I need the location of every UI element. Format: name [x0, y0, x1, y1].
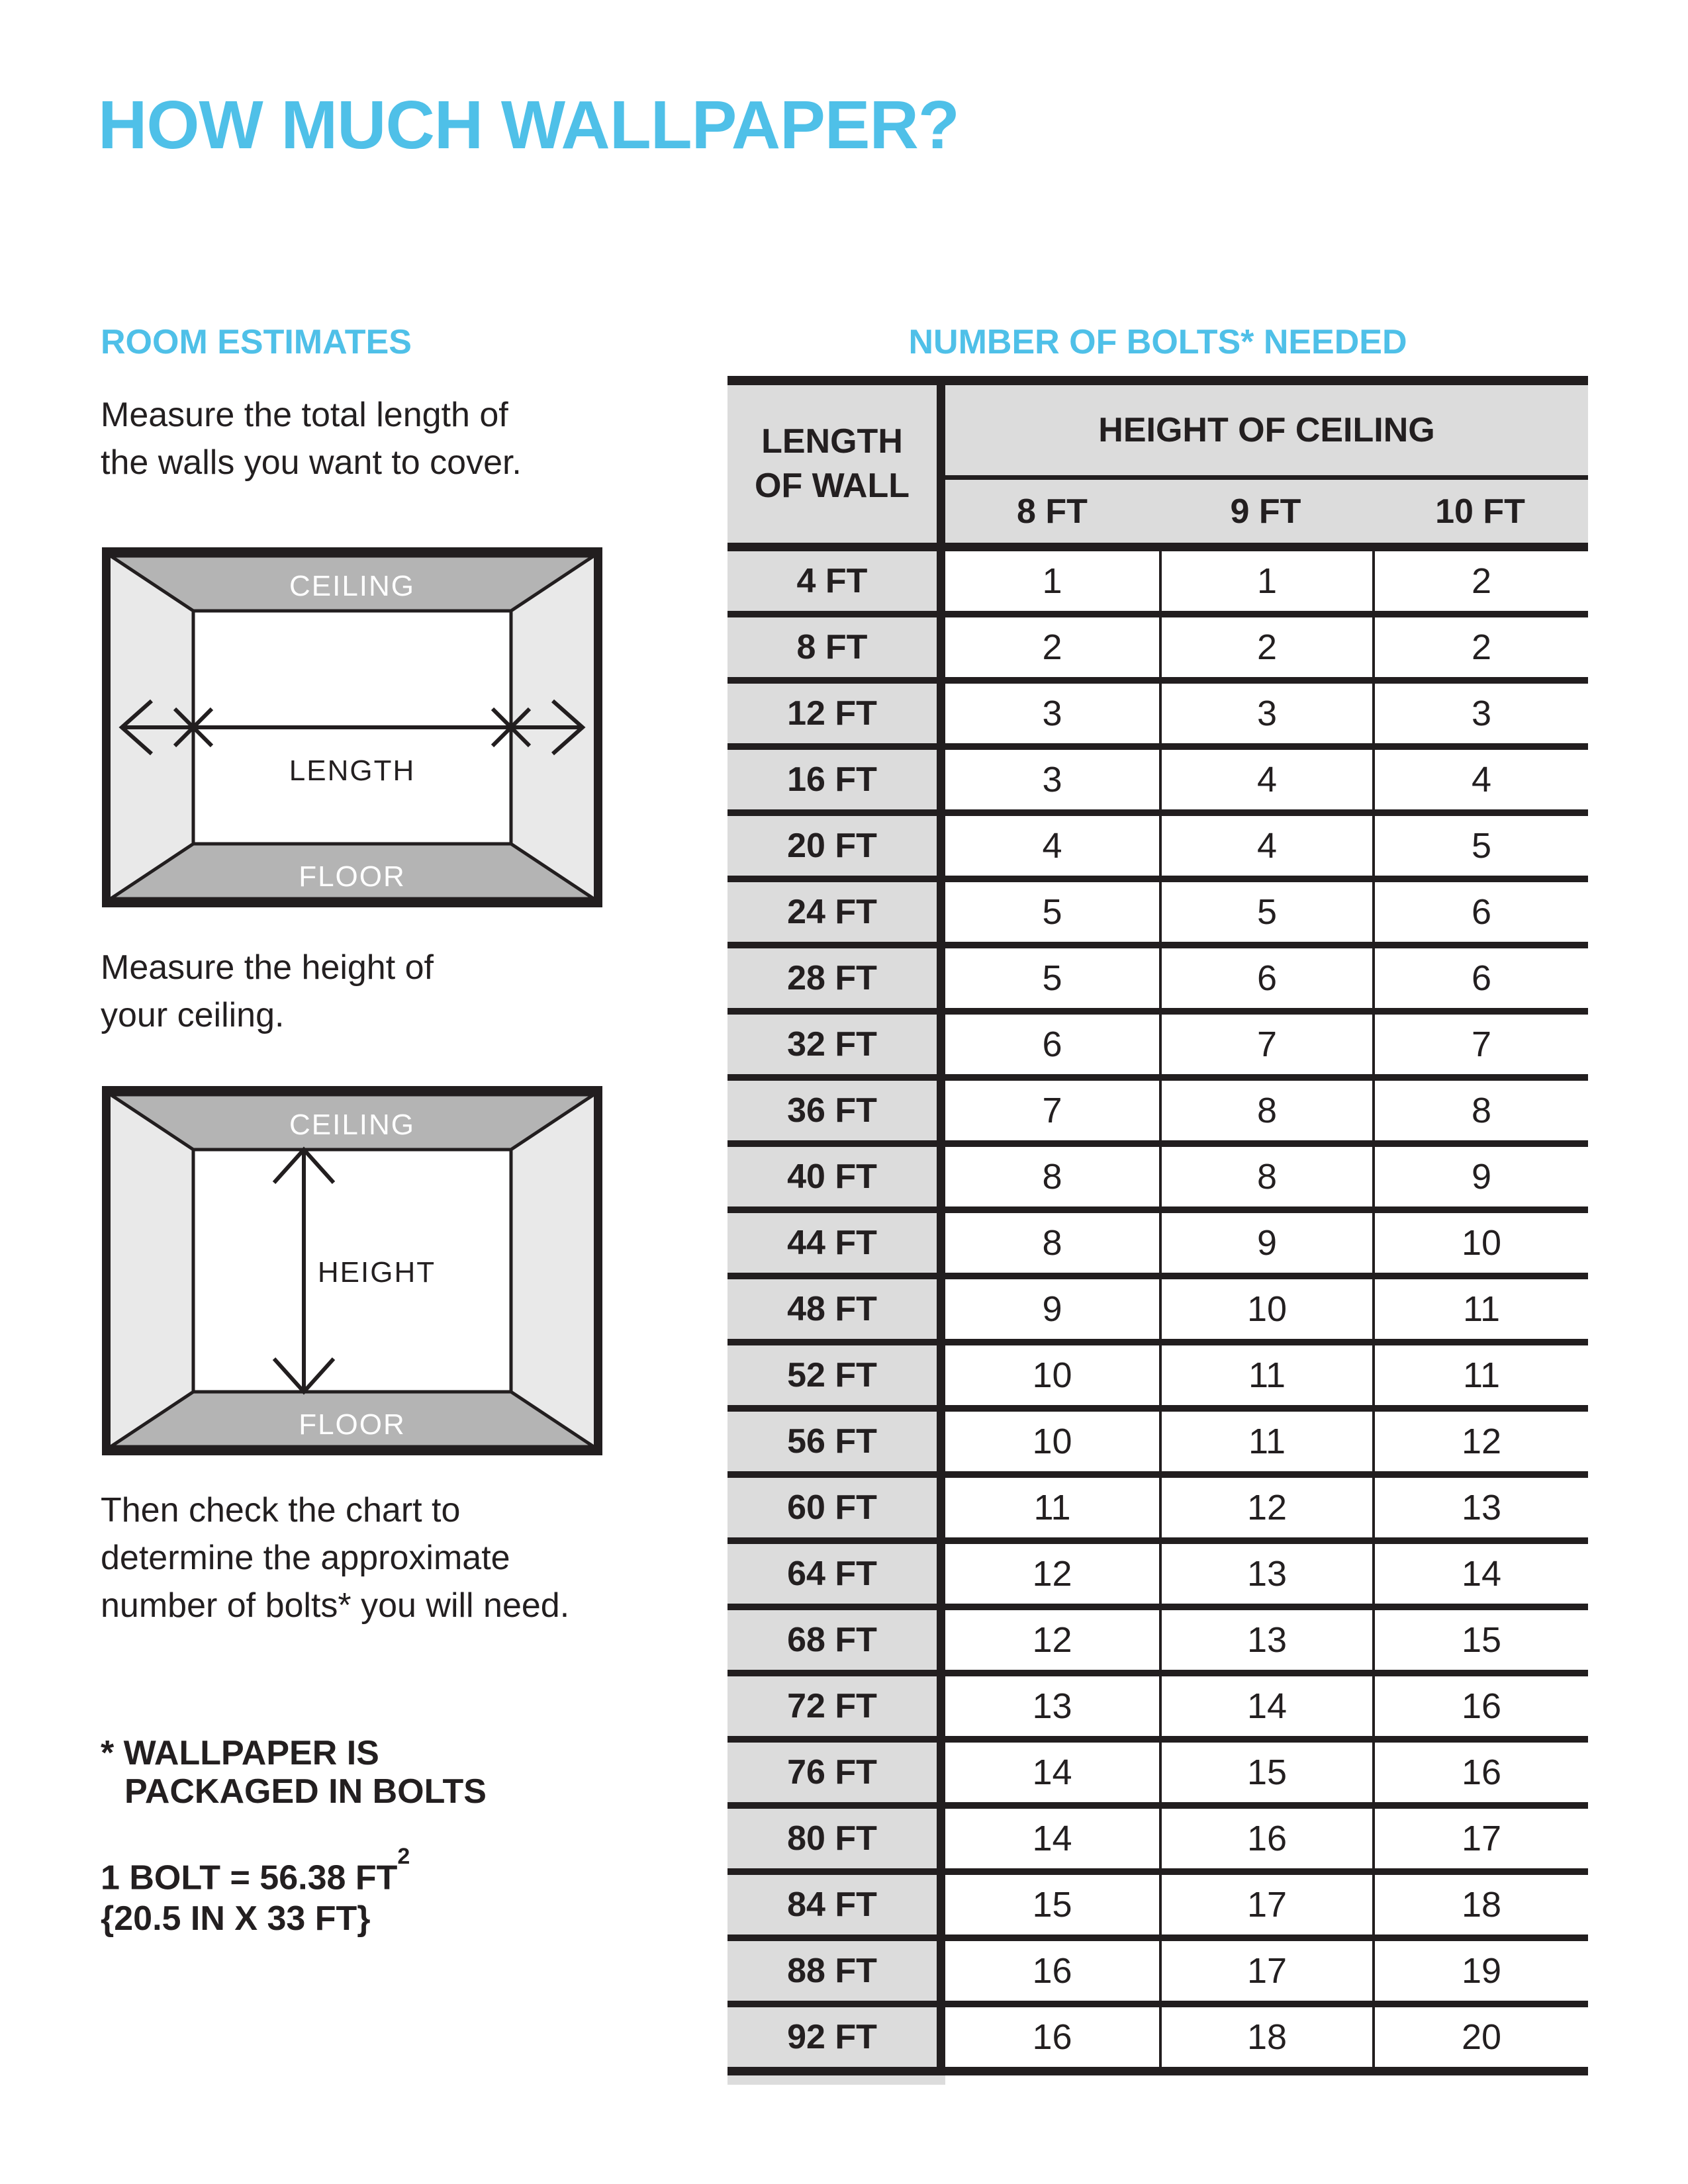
- instruction-line: determine the approximate: [101, 1539, 510, 1577]
- table-row: [727, 948, 1588, 1015]
- table-row: [727, 816, 1588, 882]
- column-divider: [937, 1345, 945, 1405]
- data-cell: 8: [1159, 1147, 1372, 1206]
- row-header-cell: 64 FT: [727, 1544, 937, 1604]
- row-group-header-line: OF WALL: [755, 467, 910, 505]
- data-cell: 16: [1032, 1951, 1072, 1991]
- table-row: [727, 684, 1588, 750]
- data-cell: 6: [1372, 948, 1588, 1008]
- data-cell: 5: [1372, 816, 1588, 876]
- data-cell: 8: [1042, 1157, 1062, 1197]
- bolt-size-info: [101, 1844, 410, 1939]
- data-cell: 4: [1159, 750, 1372, 809]
- column-header-10ft: 10 FT: [1435, 492, 1525, 531]
- row-header-cell: 92 FT: [727, 2007, 937, 2067]
- column-divider: [937, 1941, 945, 2001]
- data-cell: 16: [1372, 1676, 1588, 1736]
- column-divider: [937, 551, 945, 611]
- data-cell: 9: [1042, 1289, 1062, 1329]
- data-cell: 4: [1159, 816, 1372, 876]
- data-cell: 13: [1032, 1686, 1072, 1726]
- bolts-needed-table: [727, 376, 1588, 2085]
- table-row: [727, 1478, 1588, 1544]
- column-divider: [937, 816, 945, 876]
- instruction-line: Measure the height of: [101, 948, 434, 987]
- bolts-footnote: [101, 1734, 487, 1811]
- bolt-size-line: [101, 1844, 410, 1898]
- row-header-cell: 8 FT: [727, 617, 937, 677]
- data-cell: 10: [1032, 1355, 1072, 1395]
- data-cell: 1: [1159, 551, 1372, 611]
- instruction-line: Measure the total length of: [101, 396, 508, 434]
- data-cell: 11: [1372, 1279, 1588, 1339]
- data-cell: 10: [1159, 1279, 1372, 1339]
- row-header-cell: 52 FT: [727, 1345, 937, 1405]
- table-row: [727, 1809, 1588, 1875]
- data-cell: 8: [1159, 1081, 1372, 1140]
- row-header-cell: 60 FT: [727, 1478, 937, 1537]
- instruction-line: your ceiling.: [101, 996, 285, 1034]
- data-cell: 6: [1159, 948, 1372, 1008]
- header-rule: [945, 475, 1588, 480]
- table-header: [727, 385, 1588, 551]
- column-header-8ft: 8 FT: [1017, 492, 1088, 531]
- column-divider: [937, 2007, 945, 2067]
- table-row: [727, 1941, 1588, 2007]
- data-cell: 9: [1159, 1213, 1372, 1273]
- data-cell: 3: [1372, 684, 1588, 743]
- instruction-step2: [101, 944, 434, 1039]
- data-cell: 13: [1159, 1544, 1372, 1604]
- column-divider: [937, 1213, 945, 1273]
- table-row: [727, 1345, 1588, 1412]
- ceiling-label: CEILING: [289, 570, 416, 602]
- room-height-diagram: [102, 1086, 602, 1455]
- data-cell: 4: [1372, 750, 1588, 809]
- column-divider: [937, 1809, 945, 1868]
- data-cell: 16: [1032, 2017, 1072, 2057]
- column-divider: [937, 1743, 945, 1802]
- instruction-step1: [101, 391, 522, 486]
- data-cell: 15: [1372, 1610, 1588, 1670]
- data-cell: 6: [1042, 1024, 1062, 1064]
- instruction-line: number of bolts* you will need.: [101, 1586, 570, 1625]
- table-top-bar: [727, 376, 1588, 385]
- table-row: [727, 1147, 1588, 1213]
- column-divider: [937, 1544, 945, 1604]
- table-body: [727, 551, 1588, 2075]
- data-cell: 12: [1372, 1412, 1588, 1471]
- column-divider: [937, 750, 945, 809]
- data-cell: 8: [1372, 1081, 1588, 1140]
- data-cell: 16: [1372, 1743, 1588, 1802]
- data-cell: 3: [1042, 694, 1062, 733]
- table-row: [727, 1875, 1588, 1941]
- table-row: [727, 1412, 1588, 1478]
- column-divider: [937, 1610, 945, 1670]
- row-header-cell: 80 FT: [727, 1809, 937, 1868]
- data-cell: 12: [1159, 1478, 1372, 1537]
- data-cell: 13: [1159, 1610, 1372, 1670]
- superscript-2: 2: [397, 1844, 410, 1869]
- row-header-cell: 40 FT: [727, 1147, 937, 1206]
- data-cell: 3: [1159, 684, 1372, 743]
- data-cell: 2: [1372, 551, 1588, 611]
- row-header-cell: 56 FT: [727, 1412, 937, 1471]
- column-divider: [937, 1412, 945, 1471]
- data-cell: 12: [1032, 1620, 1072, 1660]
- row-group-header-line: LENGTH: [761, 422, 903, 461]
- data-cell: 3: [1042, 760, 1062, 799]
- data-cell: 5: [1042, 958, 1062, 998]
- row-header-cell: 24 FT: [727, 882, 937, 942]
- row-header-cell: 4 FT: [727, 551, 937, 611]
- data-cell: 16: [1159, 1809, 1372, 1868]
- data-cell: 2: [1042, 627, 1062, 667]
- column-headers: [945, 480, 1588, 543]
- data-cell: 12: [1032, 1554, 1072, 1594]
- data-cell: 2: [1372, 617, 1588, 677]
- data-cell: 15: [1032, 1885, 1072, 1925]
- row-header-cell: 16 FT: [727, 750, 937, 809]
- instruction-line: Then check the chart to: [101, 1491, 461, 1529]
- table-footer-tail: [727, 2075, 945, 2085]
- table-row: [727, 1015, 1588, 1081]
- column-header-9ft: 9 FT: [1230, 492, 1301, 531]
- section-heading-bolts-needed: NUMBER OF BOLTS* NEEDED: [908, 323, 1407, 361]
- column-divider: [937, 617, 945, 677]
- column-divider: [937, 385, 945, 543]
- data-cell: 14: [1032, 1752, 1072, 1792]
- data-cell: 11: [1159, 1412, 1372, 1471]
- data-cell: 4: [1042, 826, 1062, 866]
- data-cell: 18: [1372, 1875, 1588, 1934]
- data-cell: 14: [1372, 1544, 1588, 1604]
- table-row: [727, 617, 1588, 684]
- data-cell: 1: [1042, 561, 1062, 601]
- row-group-header: [727, 385, 937, 543]
- footnote-line: PACKAGED IN BOLTS: [124, 1772, 487, 1811]
- section-heading-room-estimates: ROOM ESTIMATES: [101, 323, 412, 361]
- data-cell: 7: [1372, 1015, 1588, 1074]
- data-cell: 13: [1372, 1478, 1588, 1537]
- data-cell: 14: [1159, 1676, 1372, 1736]
- instruction-line: the walls you want to cover.: [101, 443, 522, 482]
- column-divider: [937, 1875, 945, 1934]
- data-cell: 5: [1159, 882, 1372, 942]
- column-group-label: HEIGHT OF CEILING: [1098, 411, 1435, 449]
- data-cell: 7: [1159, 1015, 1372, 1074]
- data-cell: 20: [1372, 2007, 1588, 2067]
- data-cell: 19: [1372, 1941, 1588, 2001]
- row-header-cell: 68 FT: [727, 1610, 937, 1670]
- table-row: [727, 1676, 1588, 1743]
- data-cell: 14: [1032, 1819, 1072, 1858]
- row-header-cell: 32 FT: [727, 1015, 937, 1074]
- bolt-size-text: 1 BOLT = 56.38 FT: [101, 1858, 398, 1897]
- column-divider: [937, 1147, 945, 1206]
- data-cell: 11: [1159, 1345, 1372, 1405]
- data-cell: 17: [1372, 1809, 1588, 1868]
- column-divider: [937, 1478, 945, 1537]
- data-cell: 2: [1159, 617, 1372, 677]
- instruction-step3: [101, 1486, 569, 1629]
- floor-label: FLOOR: [299, 860, 406, 893]
- data-cell: 15: [1159, 1743, 1372, 1802]
- data-cell: 9: [1372, 1147, 1588, 1206]
- data-cell: 6: [1372, 882, 1588, 942]
- column-divider: [937, 1081, 945, 1140]
- bolt-size-line: {20.5 IN X 33 FT}: [101, 1899, 371, 1938]
- data-cell: 10: [1032, 1422, 1072, 1461]
- table-row: [727, 1213, 1588, 1279]
- row-header-cell: 72 FT: [727, 1676, 937, 1736]
- row-header-cell: 48 FT: [727, 1279, 937, 1339]
- row-header-cell: 28 FT: [727, 948, 937, 1008]
- row-header-cell: 44 FT: [727, 1213, 937, 1273]
- length-label: LENGTH: [289, 754, 416, 787]
- data-cell: 17: [1159, 1875, 1372, 1934]
- column-group-header: [945, 385, 1588, 543]
- footnote-line: * WALLPAPER IS: [101, 1734, 379, 1772]
- row-header-cell: 20 FT: [727, 816, 937, 876]
- data-cell: 11: [1372, 1345, 1588, 1405]
- row-header-cell: 84 FT: [727, 1875, 937, 1934]
- room-length-diagram: [102, 547, 602, 907]
- data-cell: 18: [1159, 2007, 1372, 2067]
- floor-label: FLOOR: [299, 1408, 406, 1441]
- data-cell: 11: [1033, 1488, 1071, 1527]
- table-row: [727, 551, 1588, 617]
- table-row: [727, 1743, 1588, 1809]
- table-row: [727, 882, 1588, 948]
- data-cell: 17: [1159, 1941, 1372, 2001]
- column-divider: [937, 1015, 945, 1074]
- column-divider: [937, 684, 945, 743]
- table-row: [727, 1081, 1588, 1147]
- row-header-cell: 36 FT: [727, 1081, 937, 1140]
- table-row: [727, 750, 1588, 816]
- data-cell: 8: [1042, 1223, 1062, 1263]
- column-divider: [937, 882, 945, 942]
- column-divider: [937, 1676, 945, 1736]
- column-divider: [937, 948, 945, 1008]
- table-row: [727, 1544, 1588, 1610]
- table-row: [727, 2007, 1588, 2075]
- page-title: HOW MUCH WALLPAPER?: [98, 87, 959, 163]
- height-label: HEIGHT: [317, 1256, 436, 1289]
- table-row: [727, 1610, 1588, 1676]
- row-header-cell: 76 FT: [727, 1743, 937, 1802]
- data-cell: 5: [1042, 892, 1062, 932]
- row-header-cell: 88 FT: [727, 1941, 937, 2001]
- ceiling-label: CEILING: [289, 1109, 416, 1141]
- row-header-cell: 12 FT: [727, 684, 937, 743]
- data-cell: 7: [1042, 1091, 1062, 1130]
- column-divider: [937, 1279, 945, 1339]
- table-row: [727, 1279, 1588, 1345]
- data-cell: 10: [1372, 1213, 1588, 1273]
